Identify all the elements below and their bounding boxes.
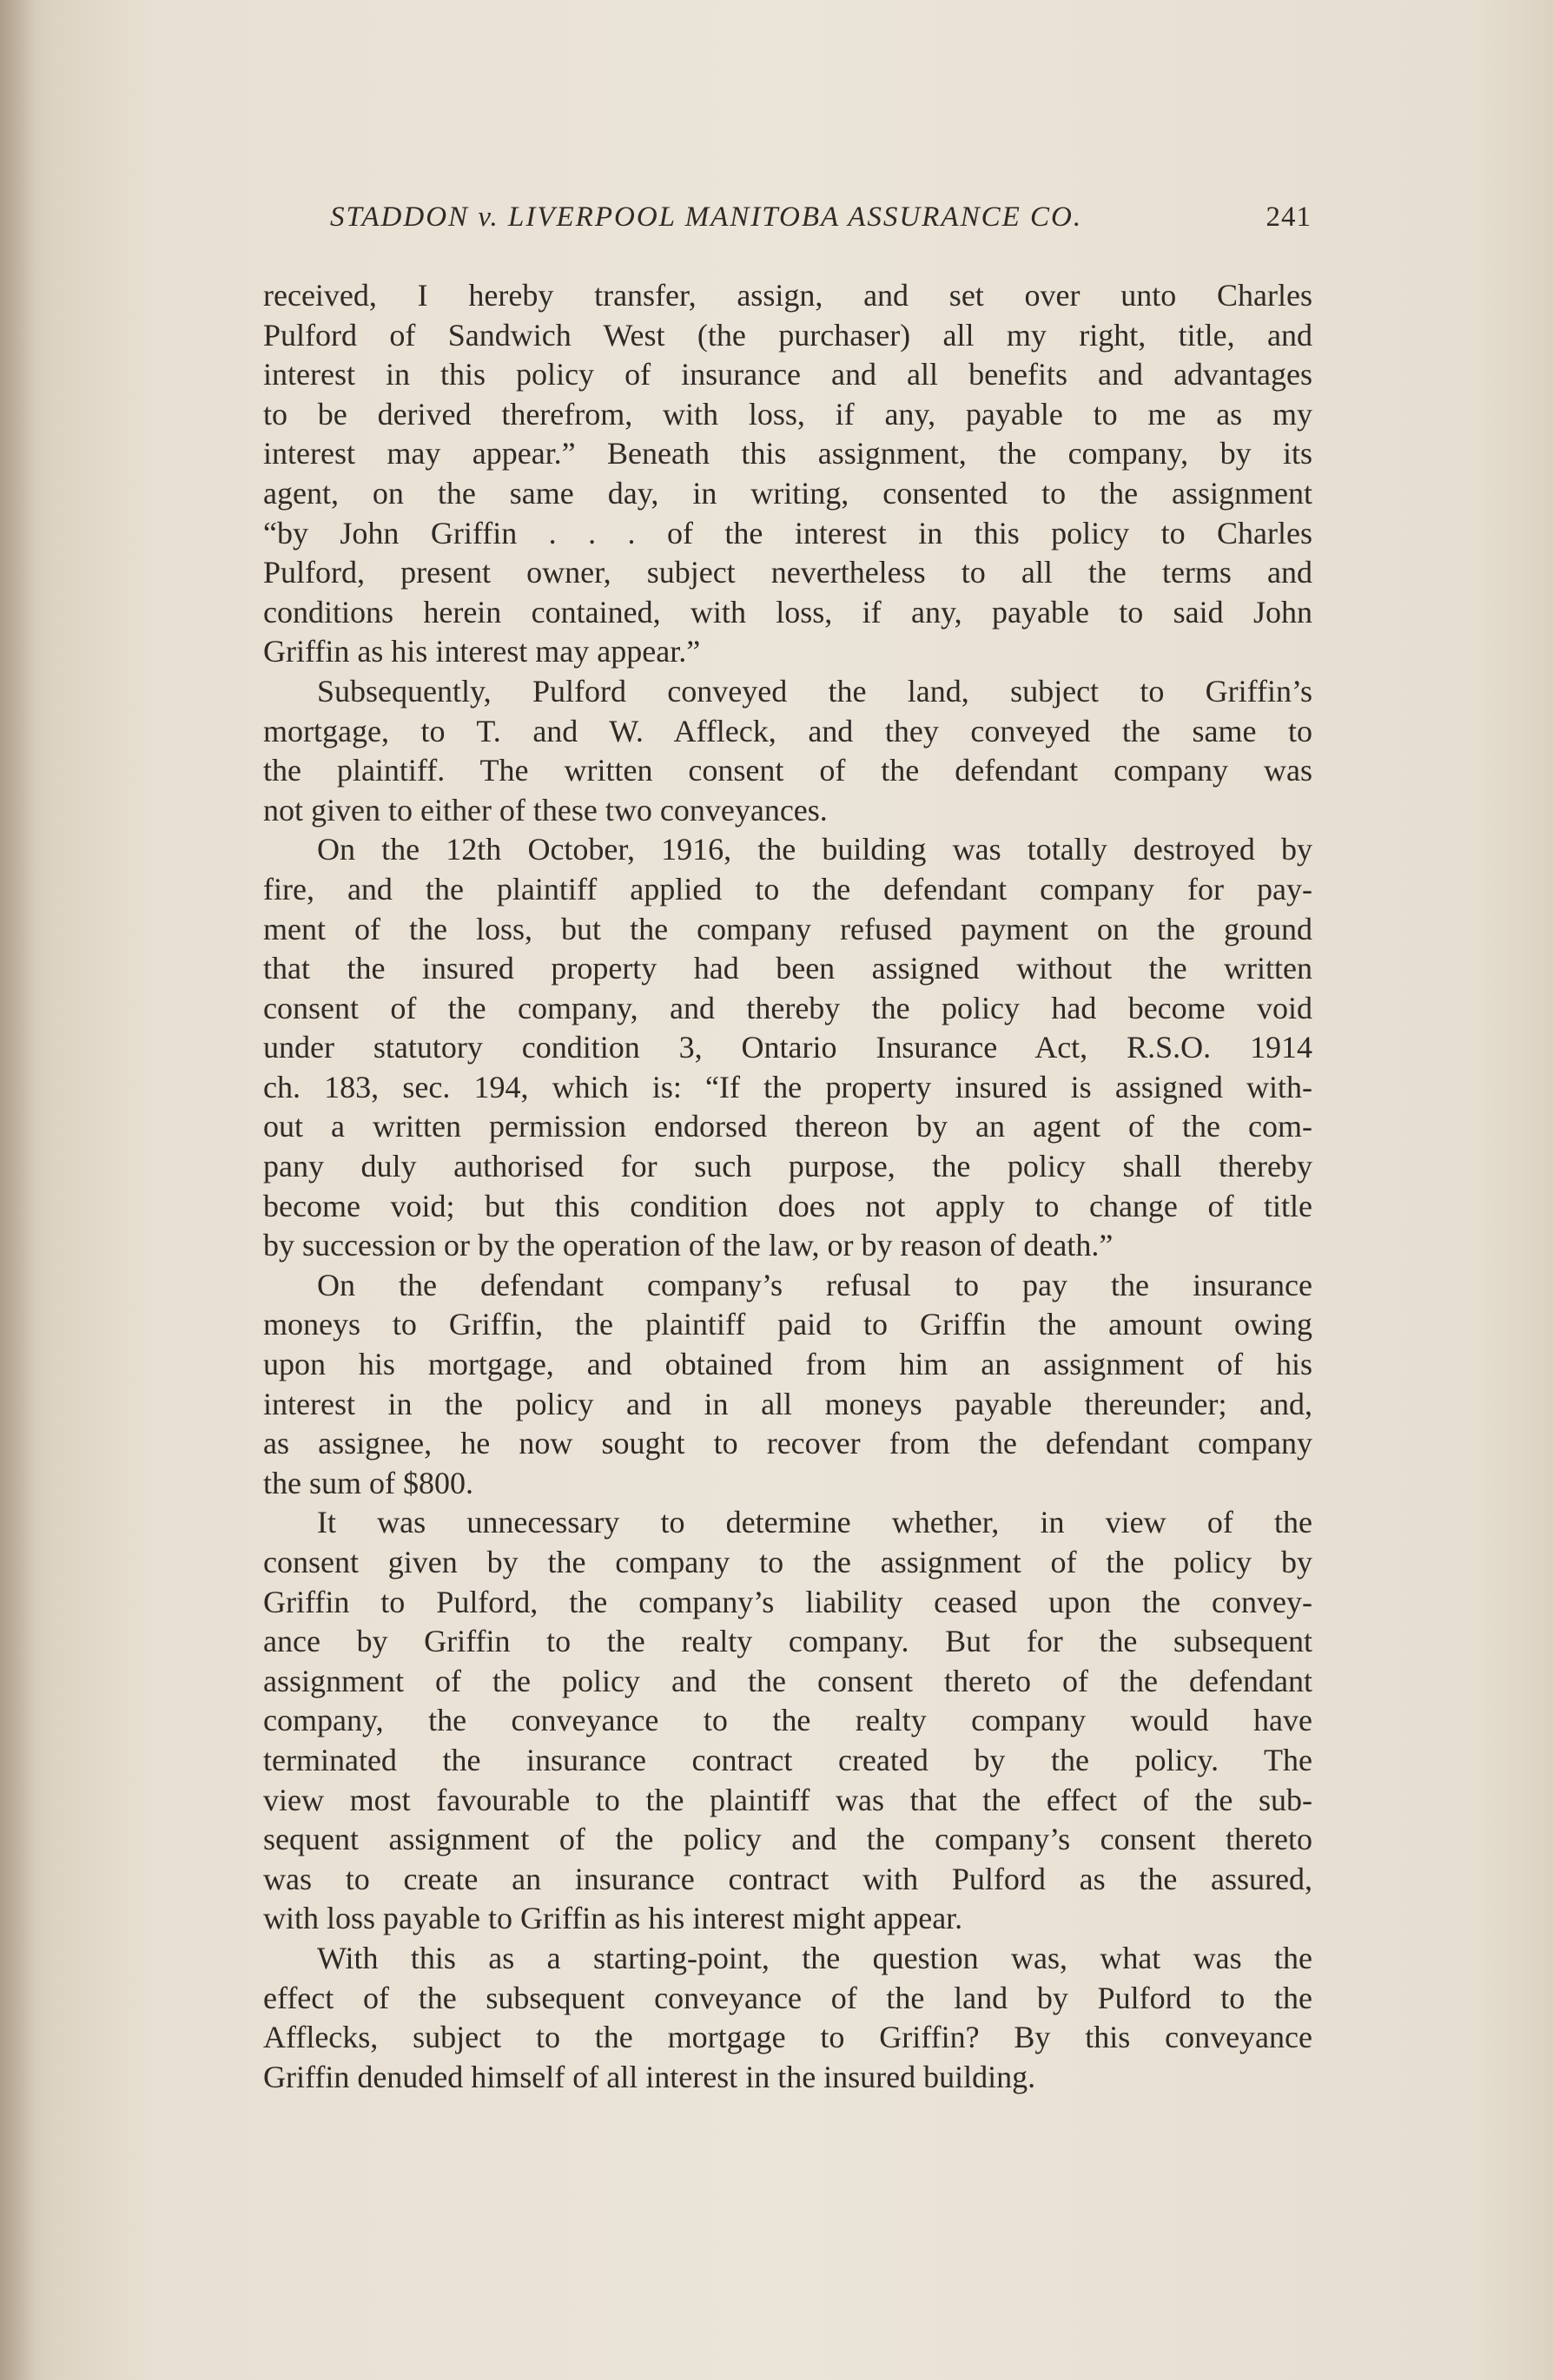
text-line: terminated the insurance contract created by the policy. The (263, 1742, 1312, 1777)
text-line: With this as a starting-point, the question was, what was the (317, 1940, 1312, 1975)
text-line: Pulford, present owner, subject nevertheless to all the terms and (263, 555, 1312, 590)
text-line: upon his mortgage, and obtained from him an assignment of his (263, 1347, 1312, 1382)
text-line: the plaintiff. The written consent of the defendant company was (263, 753, 1312, 788)
text-line: consent given by the company to the assignment of the policy by (263, 1545, 1312, 1579)
text-line: interest in this policy of insurance and all benefits and advantages (263, 357, 1312, 392)
text-line: under statutory condition 3, Ontario Insurance Act, R.S.O. 1914 (263, 1030, 1312, 1065)
text-line: interest may appear.” Beneath this assignment, the company, by its (263, 436, 1312, 471)
body-text (263, 276, 1312, 2097)
running-head (261, 201, 1312, 254)
text-line: view most favourable to the plaintiff was that the effect of the sub- (263, 1782, 1312, 1817)
text-line: moneys to Griffin, the plaintiff paid to Griffin the amount owing (263, 1307, 1312, 1342)
text-line: was to create an insurance contract with Pulford as the assured, (263, 1861, 1312, 1896)
text-line: Griffin denuded himself of all interest in the insured building. (263, 2059, 1036, 2094)
text-line: On the defendant company’s refusal to pay the insurance (317, 1267, 1312, 1302)
text-line: not given to either of these two conveyances. (263, 792, 828, 827)
text-line: by succession or by the operation of the law, or by reason of death.” (263, 1228, 1114, 1263)
text-line: ch. 183, sec. 194, which is: “If the property insured is assigned with- (263, 1069, 1312, 1104)
text-line: with loss payable to Griffin as his interest might appear. (263, 1901, 963, 1936)
text-line: the sum of $800. (263, 1465, 473, 1500)
text-line: fire, and the plaintiff applied to the defendant company for pay- (263, 871, 1312, 907)
text-line: assignment of the policy and the consent thereto of the defendant (263, 1663, 1312, 1698)
text-line: interest in the policy and in all moneys payable thereunder; and, (263, 1386, 1312, 1421)
text-line: ance by Griffin to the realty company. But for the subsequent (263, 1624, 1312, 1659)
text-line: “by John Griffin . . . of the interest in this policy to Charles (263, 515, 1312, 550)
text-line: received, I hereby transfer, assign, and set over unto Charles (263, 278, 1312, 313)
text-line: out a written permission endorsed thereon by an agent of the com- (263, 1109, 1312, 1144)
text-line: mortgage, to T. and W. Affleck, and they conveyed the same to (263, 713, 1312, 748)
text-line: company, the conveyance to the realty company would have (263, 1703, 1312, 1738)
text-line: ment of the loss, but the company refused payment on the ground (263, 911, 1312, 946)
text-line: Griffin as his interest may appear.” (263, 634, 701, 669)
text-line: Subsequently, Pulford conveyed the land, subject to Griffin’s (317, 673, 1312, 709)
text-line: to be derived therefrom, with loss, if any, payable to me as my (263, 396, 1312, 432)
text-line: pany duly authorised for such purpose, the policy shall thereby (263, 1149, 1312, 1184)
text-line: become void; but this condition does not apply to change of title (263, 1188, 1312, 1223)
text-line: that the insured property had been assigned without the written (263, 951, 1312, 986)
page-edge-shadow (0, 0, 35, 2380)
page-number: 241 (1266, 201, 1312, 233)
text-line: sequent assignment of the policy and the company’s consent thereto (263, 1822, 1312, 1857)
text-line: Griffin to Pulford, the company’s liability ceased upon the convey- (263, 1584, 1312, 1619)
text-line: consent of the company, and thereby the policy had become void (263, 990, 1312, 1025)
text-line: On the 12th October, 1916, the building was totally destroyed by (317, 832, 1312, 867)
text-line: Pulford of Sandwich West (the purchaser) all my right, title, and (263, 317, 1312, 353)
text-line: conditions herein contained, with loss, if any, payable to said John (263, 594, 1312, 630)
running-title: STADDON v. LIVERPOOL MANITOBA ASSURANCE CO. (330, 201, 1083, 233)
text-line: as assignee, he now sought to recover from the defendant company (263, 1426, 1312, 1461)
text-line: It was unnecessary to determine whether, in view of the (317, 1505, 1312, 1540)
text-line: agent, on the same day, in writing, consented to the assignment (263, 475, 1312, 511)
text-line: effect of the subsequent conveyance of the land by Pulford to the (263, 1980, 1312, 2015)
text-line: Afflecks, subject to the mortgage to Griffin? By this conveyance (263, 2020, 1312, 2055)
